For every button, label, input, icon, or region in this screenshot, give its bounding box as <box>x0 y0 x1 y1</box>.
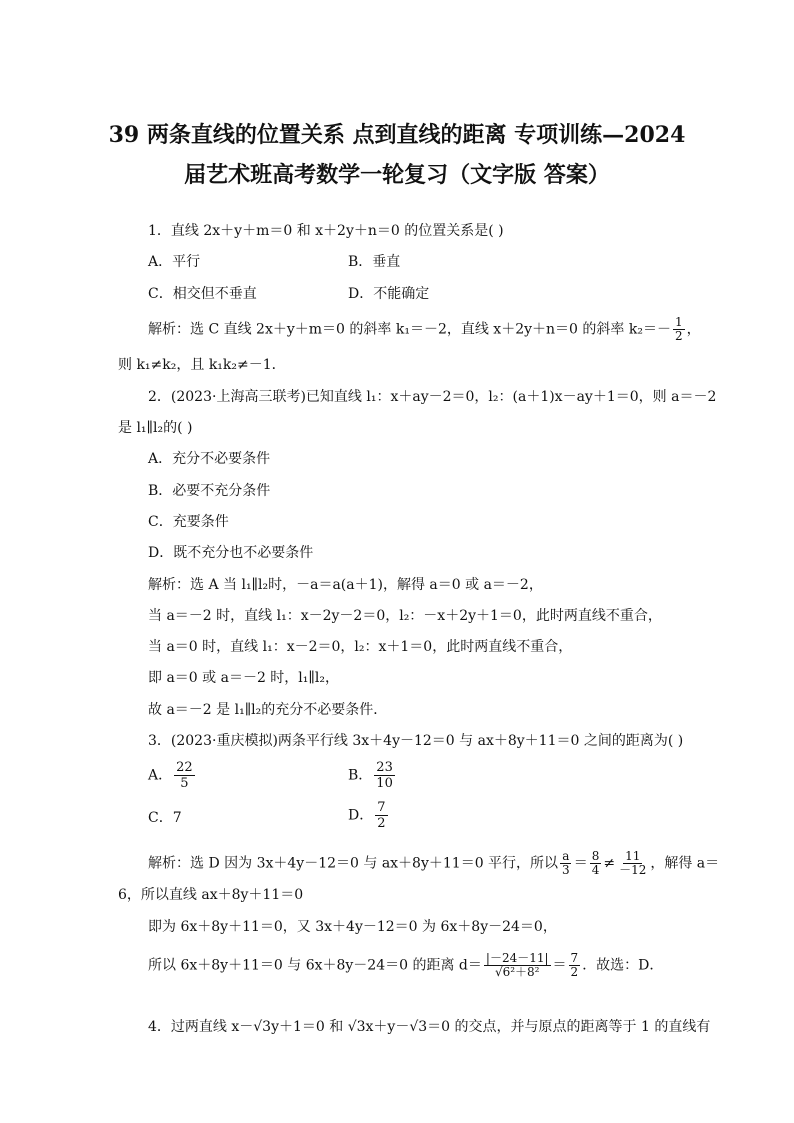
q3-option-c: C．7 <box>148 810 182 826</box>
q3-solution-end: ，解得 a＝ <box>650 855 720 872</box>
q1-solution-text: 解析：选 C 直线 2x＋y＋m＝0 的斜率 k₁＝－2，直线 x＋2y＋n＝0 的斜率 k₂＝－ <box>148 321 671 338</box>
fraction-numerator: 22 <box>176 760 193 775</box>
q3-option-a <box>148 760 197 791</box>
q3-fraction-8-over-4 <box>590 850 602 877</box>
q3-solution-end: ．故选：D． <box>582 957 664 974</box>
q2-solution-line-3: 当 a＝0 时，直线 l₁：x－2＝0，l₂：x＋1＝0，此时两直线不重合， <box>148 639 573 655</box>
fraction-numerator: |－24－11| <box>485 951 549 965</box>
fraction-denominator: 3 <box>562 863 570 877</box>
q1-option-d: D．不能确定 <box>348 286 430 302</box>
option-label: D． <box>348 807 374 824</box>
fraction-denominator: 10 <box>376 776 393 791</box>
q1-stem: 1．直线 2x＋y＋m＝0 和 x＋2y＋n＝0 的位置关系是( ) <box>148 223 504 239</box>
q2-stem-line-2: 是 l₁∥l₂的( ) <box>118 420 193 436</box>
q1-solution-end: ， <box>686 321 701 338</box>
not-equal-sign: ≠ <box>603 855 616 872</box>
q3-solution-text: 解析：选 D 因为 3x＋4y－12＝0 与 ax＋8y＋11＝0 平行，所以 <box>148 855 559 872</box>
q3-distance-fraction <box>484 952 551 979</box>
q2-solution-line-2: 当 a＝－2 时，直线 l₁：x－2y－2＝0，l₂：－x＋2y＋1＝0，此时两直线不重合， <box>148 608 662 624</box>
fraction-denominator: 4 <box>591 863 600 877</box>
fraction-denominator: 2 <box>570 965 579 979</box>
q1-solution-line-1 <box>148 316 701 343</box>
q4-stem: 4．过两直线 x－√3y＋1＝0 和 √3x＋y－√3＝0 的交点，并与原点的距离等于 1 的直线有 <box>148 1019 711 1035</box>
q2-option-c: C．充要条件 <box>148 514 229 530</box>
fraction-numerator: 23 <box>376 760 393 775</box>
option-label: A． <box>148 767 173 784</box>
q1-solution-fraction <box>673 316 685 343</box>
fraction-denominator: 2 <box>674 329 683 343</box>
q3-stem: 3．(2023·重庆模拟)两条平行线 3x＋4y－12＝0 与 ax＋8y＋11＝0 之间的距离为( ) <box>148 733 684 749</box>
fraction-numerator: 7 <box>377 800 386 815</box>
fraction-numerator: 11 <box>625 849 641 863</box>
q2-stem-line-1: 2．(2023·上海高三联考)已知直线 l₁：x＋ay－2＝0，l₂：(a＋1)x－ay＋1＝0，则 a＝－2 <box>148 389 717 405</box>
fraction-denominator: √6²＋8² <box>494 965 540 979</box>
q2-solution-line-5: 故 a＝－2 是 l₁∥l₂的充分不必要条件． <box>148 702 388 718</box>
fraction-denominator: －12 <box>619 863 647 877</box>
q3-fraction-11-over-neg12 <box>617 850 648 877</box>
q2-option-b: B．必要不充分条件 <box>148 483 271 499</box>
q1-option-c: C．相交但不垂直 <box>148 286 257 302</box>
q2-solution-line-4: 即 a＝0 或 a＝－2 时，l₁∥l₂， <box>148 670 339 686</box>
q3-solution-line-1 <box>148 850 719 877</box>
equals-sign: ＝ <box>552 957 567 974</box>
fraction-numerator: a <box>562 849 570 863</box>
q1-option-a: A．平行 <box>148 254 201 270</box>
option-fraction <box>375 800 387 831</box>
option-label: B． <box>348 767 373 784</box>
q1-option-b: B．垂直 <box>348 254 401 270</box>
q3-solution-line-2: 6，所以直线 ax＋8y＋11＝0 <box>118 887 304 903</box>
q3-option-d <box>348 800 390 831</box>
page-title-line-2: 届艺术班高考数学一轮复习（文字版 答案） <box>184 162 610 188</box>
q2-option-d: D．既不充分也不必要条件 <box>148 545 314 561</box>
q3-fraction-a-over-3 <box>560 850 572 877</box>
q1-solution-line-2: 则 k₁≠k₂，且 k₁k₂≠－1． <box>118 357 286 373</box>
option-fraction <box>374 760 395 791</box>
q2-option-a: A．充分不必要条件 <box>148 451 271 467</box>
fraction-numerator: 8 <box>591 849 600 863</box>
q2-solution-line-1: 解析：选 A 当 l₁∥l₂时，－a＝a(a＋1)，解得 a＝0 或 a＝－2， <box>148 577 543 593</box>
q3-solution-line-3: 即为 6x＋8y＋11＝0，又 3x＋4y－12＝0 为 6x＋8y－24＝0， <box>148 919 557 935</box>
fraction-numerator: 7 <box>570 951 579 965</box>
page-title-line-1: 39 两条直线的位置关系 点到直线的距离 专项训练—2024 <box>108 122 686 148</box>
fraction-denominator: 2 <box>377 816 386 831</box>
q3-result-fraction <box>569 952 581 979</box>
q3-solution-line-4 <box>148 952 663 979</box>
fraction-numerator: 1 <box>674 315 683 329</box>
equals-sign: ＝ <box>573 855 588 872</box>
q3-option-b <box>348 760 397 791</box>
option-fraction <box>174 760 195 791</box>
q3-distance-text: 所以 6x＋8y＋11＝0 与 6x＋8y－24＝0 的距离 d＝ <box>148 957 482 974</box>
fraction-denominator: 5 <box>180 776 189 791</box>
